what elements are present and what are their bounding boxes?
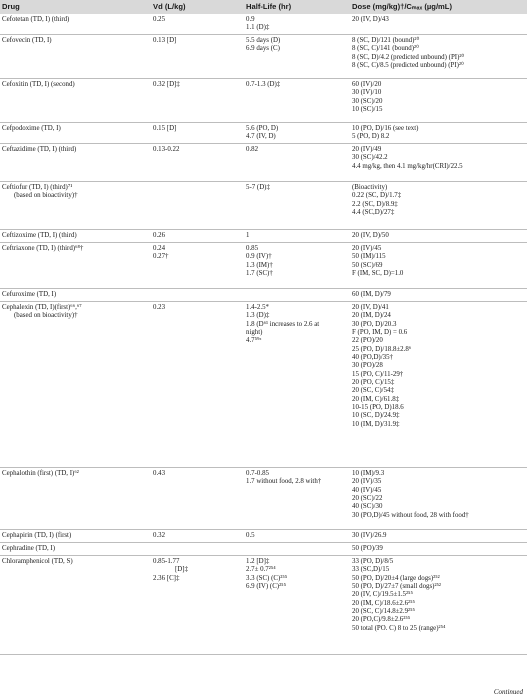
half-life-line: 1.7 without food, 2.8 with† <box>246 478 322 486</box>
dose-line: 10 (IM)/9.3 <box>352 470 385 477</box>
drug-cell <box>2 232 150 240</box>
dose-line: 10 (PO, D)/16 (see text) <box>352 125 419 132</box>
dose-line: 50 (SC)/69 <box>352 261 383 269</box>
half-life-line: 1.2 [D]‡ <box>246 558 270 565</box>
half-life-line: 4.7⁵⁹ˣ <box>246 337 262 345</box>
half-life-cell <box>246 245 350 278</box>
dose-line: 20 (IV, D)/43 <box>352 16 389 23</box>
half-life-line: 1.1 (D)‡ <box>246 24 270 32</box>
dose-line: 20 (SC, C)/54‡ <box>352 387 394 395</box>
vd-cell <box>153 558 243 583</box>
dose-cell <box>352 558 525 633</box>
dose-cell <box>352 184 525 217</box>
dose-line: 60 (IV)/20 <box>352 81 382 88</box>
drug-cell <box>2 245 150 253</box>
drug-line: Cefuroxime (TD, I) <box>2 291 57 298</box>
drug-cell <box>2 291 150 299</box>
drug-line: Cefotetan (TD, I) (third) <box>2 16 70 23</box>
dose-cell <box>352 291 525 299</box>
vd-cell <box>153 232 243 240</box>
vd-cell <box>153 146 243 154</box>
half-life-line: 0.82 <box>246 146 259 153</box>
half-life-line: 0.9 <box>246 16 255 23</box>
vd-line: 0.27† <box>153 253 169 261</box>
drug-cell <box>2 545 150 553</box>
table-row <box>0 530 527 543</box>
dose-line: 40 (SC)/30 <box>352 503 383 511</box>
dose-line: 20 (SC, C)/14.8±2.9²⁵⁵ <box>352 608 415 616</box>
vd-line: 0.24 <box>153 245 166 252</box>
dose-cell <box>352 545 525 553</box>
half-life-cell <box>246 16 350 33</box>
dose-line: 50 (IM)/115 <box>352 253 386 261</box>
drug-cell <box>2 184 150 201</box>
vd-line: 2.36 [C]‡ <box>153 574 180 582</box>
header-vd: Vd (L/kg) <box>153 2 186 11</box>
vd-line: 0.13 [D] <box>153 37 177 44</box>
dose-line: 20 (IV)/35 <box>352 478 382 486</box>
drug-line: (based on bioactivity)† <box>14 192 78 200</box>
half-life-line: 6.9 (IV) (C)²⁵⁵ <box>246 583 286 591</box>
drug-cell <box>2 81 150 89</box>
drug-cell <box>2 146 150 154</box>
dose-line: 20 (IV)/49 <box>352 146 382 153</box>
dose-cell <box>352 232 525 240</box>
half-life-line: 1.7 (SC)† <box>246 270 273 278</box>
dose-line: 60 (IM, D)/79 <box>352 291 391 298</box>
drug-line: Cephradine (TD, I) <box>2 545 55 552</box>
drug-line: Cefpodoxime (TD, I) <box>2 125 61 132</box>
table-row <box>0 144 527 182</box>
half-life-line: 0.5 <box>246 532 255 539</box>
dose-line: 40 (PO,D)/35† <box>352 354 393 362</box>
dose-line: 30 (SC)/42.2 <box>352 154 388 162</box>
dose-line: 10 (SC)/15 <box>352 106 383 114</box>
half-life-line: 1.3 (IM)† <box>246 261 273 269</box>
half-life-cell <box>246 558 350 591</box>
dose-line: 8 (SC, C)/141 (bound)²⁰ <box>352 45 419 53</box>
header-half-life: Half-Life (hr) <box>246 2 292 11</box>
vd-line: 0.15 [D] <box>153 125 177 132</box>
drug-cell <box>2 125 150 133</box>
dose-line: 20 (SC)/22 <box>352 495 383 503</box>
dose-line: 20 (IV, C)/19.5±1.5²⁵⁵ <box>352 591 413 599</box>
table-row <box>0 14 527 35</box>
half-life-line: night) <box>246 329 263 337</box>
drug-line: Ceftazidime (TD, I) (third) <box>2 146 77 153</box>
dose-line: 50 total (PO. C) 8 to 25 (range)²⁵⁴ <box>352 624 446 632</box>
dose-line: 10 (IM, D)/31.9‡ <box>352 420 400 428</box>
table-row <box>0 556 527 655</box>
half-life-line: 0.7-0.85 <box>246 470 269 477</box>
half-life-line: 0.7-1.3 (D)‡ <box>246 81 281 88</box>
half-life-line: 1.8 (D⁶¹ increases to 2.6 at <box>246 320 320 328</box>
table-row <box>0 302 527 468</box>
dose-line: 30 (IV)/26.9 <box>352 532 387 539</box>
header-dose: Dose (mg/kg)†/Cₘₐₓ (µg/mL) <box>352 2 452 11</box>
header-drug: Drug <box>2 2 20 11</box>
dose-line: 20 (IM, D)/24 <box>352 312 391 320</box>
dose-cell <box>352 470 525 520</box>
table-row <box>0 243 527 289</box>
dose-line: 50 (PO)/39 <box>352 545 383 552</box>
dose-line: 8 (SC, D)/4.2 (predicted unbound) (PI)²⁰ <box>352 53 465 61</box>
drug-line: Cefovecin (TD, I) <box>2 37 52 44</box>
vd-cell <box>153 125 243 133</box>
half-life-cell <box>246 184 350 192</box>
dose-cell <box>352 81 525 114</box>
dose-line: 20 (PO,C)/9.8±2.6²⁵⁵ <box>352 616 411 624</box>
half-life-line: 4.7 (IV, D) <box>246 133 276 141</box>
vd-line: 0.25 <box>153 16 166 23</box>
half-life-line: 2.7± 0.7²⁵⁴ <box>246 566 276 574</box>
dose-cell <box>352 304 525 429</box>
drug-cell <box>2 470 150 478</box>
dose-line: 25 (PO, D)/18.8±2.8⁶ <box>352 345 412 353</box>
vd-line: 0.32 <box>153 532 166 539</box>
dose-cell <box>352 245 525 278</box>
vd-line: 0.43 <box>153 470 166 477</box>
dose-line: 30 (PO)/28 <box>352 362 383 370</box>
table-row <box>0 79 527 123</box>
drug-line: (based on bioactivity)† <box>14 312 78 320</box>
drug-cell <box>2 532 150 540</box>
drug-line: Ceftriaxone (TD, I) (third)⁶⁸† <box>2 245 84 252</box>
dose-line: 20 (IV, D)/50 <box>352 232 389 239</box>
half-life-cell <box>246 470 350 487</box>
dose-cell <box>352 532 525 540</box>
dose-line: 4.4 mg/kg, then 4.1 mg/kg/hr(CRI)/22.5 <box>352 162 463 170</box>
dose-line: 8 (SC, D)/121 (bound)²⁰ <box>352 37 420 44</box>
drug-cell <box>2 304 150 321</box>
vd-cell <box>153 245 243 262</box>
dose-line: 22 (PO)/20 <box>352 337 383 345</box>
half-life-cell <box>246 532 350 540</box>
half-life-line: 1.4-2.5* <box>246 304 269 311</box>
dose-cell <box>352 146 525 171</box>
continued-label: Continued <box>493 688 523 696</box>
dose-line: 33 (SC,D)/15 <box>352 566 390 574</box>
dose-line: 10-15 (PO, D)18.6 <box>352 404 404 412</box>
drug-line: Cephapirin (TD, I) (first) <box>2 532 72 539</box>
dose-line: 20 (IV, D)/41 <box>352 304 389 311</box>
table-row <box>0 230 527 243</box>
dose-cell <box>352 16 525 24</box>
dose-line: 2.2 (SC, D)/8.9‡ <box>352 200 398 208</box>
dose-line: 30 (IV)/10 <box>352 89 382 97</box>
drug-cell <box>2 16 150 24</box>
dose-line: 30 (PO,D)/45 without food, 28 with food† <box>352 511 469 519</box>
half-life-line: 0.85 <box>246 245 259 252</box>
vd-cell <box>153 37 243 45</box>
half-life-line: 6.9 days (C) <box>246 45 280 53</box>
table-row <box>0 289 527 302</box>
drug-line: Cefoxitin (TD, I) (second) <box>2 81 75 88</box>
drug-line: Ceftiofur (TD, I) (third)⁷¹ <box>2 184 73 191</box>
vd-cell <box>153 16 243 24</box>
vd-cell <box>153 470 243 478</box>
dose-line: 50 (PO, D)/20±4 (large dogs)²⁵² <box>352 574 440 582</box>
half-life-line: 3.3 (SC) (C)²⁵⁵ <box>246 574 288 582</box>
drug-line: Cephalexin (TD, I)(first)⁶⁶,⁶⁷ <box>2 304 82 311</box>
vd-line: 0.32 [D]‡ <box>153 81 180 88</box>
dose-line: 30 (SC)/20 <box>352 97 383 105</box>
half-life-line: 5.6 (PO, D) <box>246 125 279 132</box>
dose-line: 50 (PO, D)/27±7 (small dogs)²⁵² <box>352 583 441 591</box>
dose-line: 30 (PO, D)/20.3 <box>352 320 397 328</box>
dose-cell <box>352 37 525 70</box>
half-life-cell <box>246 37 350 54</box>
vd-line: 0.13-0.22 <box>153 146 180 153</box>
dose-line: 4.4 (SC,D)/27‡ <box>352 209 395 217</box>
drug-cell <box>2 558 150 566</box>
half-life-cell <box>246 232 350 240</box>
dose-line: 15 (PO, C)/11-29† <box>352 370 404 378</box>
vd-cell <box>153 81 243 89</box>
drug-line: Ceftizoxime (TD, I) (third) <box>2 232 77 239</box>
table-row <box>0 543 527 556</box>
dose-line: 10 (SC, D)/24.9‡ <box>352 412 400 420</box>
dose-line: F (PO, IM, D) = 0.6 <box>352 329 408 337</box>
table-row <box>0 468 527 530</box>
dose-line: 20 (IV)/45 <box>352 245 382 252</box>
drug-cell <box>2 37 150 45</box>
half-life-line: 0.9 (IV)† <box>246 253 272 261</box>
dose-line: 20 (IM, C)/18.6±2.6²⁵⁵ <box>352 599 415 607</box>
drug-line: Chloramphenicol (TD, S) <box>2 558 73 565</box>
dose-line: 40 (IV)/45 <box>352 486 382 494</box>
half-life-cell <box>246 146 350 154</box>
dose-line: 8 (SC, C)/8.5 (predicted unbound) (PI)²⁰ <box>352 62 464 70</box>
table-row <box>0 35 527 79</box>
half-life-line: 5.5 days (D) <box>246 37 281 44</box>
dose-line: 20 (PO, C)/15‡ <box>352 379 395 387</box>
dose-cell <box>352 125 525 142</box>
table-header <box>0 0 527 14</box>
half-life-line: 1 <box>246 232 250 239</box>
table-row <box>0 182 527 230</box>
half-life-line: 1.3 (D)‡ <box>246 312 270 320</box>
dose-line: 20 (IM, C)/61.8‡ <box>352 395 400 403</box>
dose-line: (Bioactivity) <box>352 184 388 191</box>
dose-line: 5 (PO, D) 8.2 <box>352 133 390 141</box>
dose-line: 33 (PO, D)/8/5 <box>352 558 394 565</box>
dose-line: 0.22 (SC, D)/1.7‡ <box>352 192 402 200</box>
dose-line: F (IM, SC, D)=1.0 <box>352 270 404 278</box>
drug-line: Cephalothin (first) (TD, I)⁶² <box>2 470 79 477</box>
vd-line: 0.23 <box>153 304 166 311</box>
vd-line: 0.85-1.77 <box>153 558 180 565</box>
vd-cell <box>153 304 243 312</box>
table-body <box>0 14 527 655</box>
half-life-line: 5-7 (D)‡ <box>246 184 270 191</box>
vd-line: [D]‡ <box>175 566 189 574</box>
half-life-cell <box>246 125 350 142</box>
vd-line: 0.26 <box>153 232 166 239</box>
vd-cell <box>153 532 243 540</box>
half-life-cell <box>246 81 350 89</box>
half-life-cell <box>246 304 350 346</box>
table-row <box>0 123 527 144</box>
